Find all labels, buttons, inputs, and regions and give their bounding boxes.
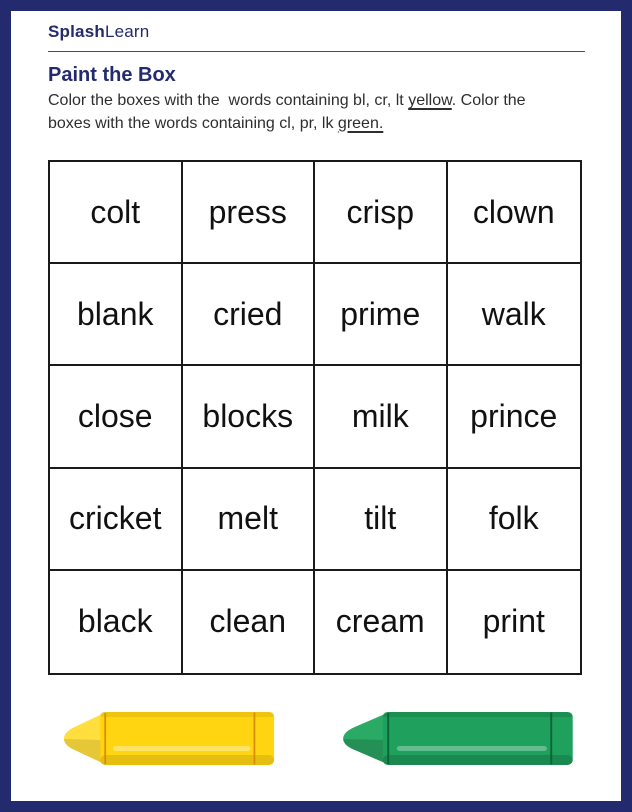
green-crayon-shape xyxy=(343,712,573,765)
instruction-keyword: green. xyxy=(337,114,384,132)
grid-word: tilt xyxy=(364,500,397,537)
grid-word: cream xyxy=(335,603,425,640)
grid-word: folk xyxy=(488,500,539,537)
crayon-highlight xyxy=(113,746,250,751)
crayon-body-topshade xyxy=(100,712,274,717)
grid-cell-blocks[interactable] xyxy=(183,366,316,468)
grid-word: press xyxy=(208,193,287,230)
grid-word: walk xyxy=(481,295,546,332)
grid-word: milk xyxy=(351,397,409,434)
grid-cell-black[interactable] xyxy=(50,571,183,673)
grid-word: black xyxy=(77,603,153,640)
page-title: Paint the Box xyxy=(48,64,176,86)
instruction-keyword: yellow xyxy=(408,92,452,109)
grid-cell-press[interactable] xyxy=(183,162,316,264)
yellow-crayon-shape xyxy=(64,712,274,765)
grid-cell-milk[interactable] xyxy=(315,366,448,468)
grid-word: crisp xyxy=(346,193,415,230)
grid-cell-cream[interactable] xyxy=(315,571,448,673)
grid-word: close xyxy=(77,397,153,434)
instruction-text: Color the boxes with the words containing bl, cr, lt xyxy=(48,92,409,109)
grid-word: colt xyxy=(90,193,141,230)
crayon-tip-shade xyxy=(64,739,102,763)
logo-text-splash: Splash xyxy=(48,22,105,41)
grid-cell-close[interactable] xyxy=(50,366,183,468)
crayon-body-topshade xyxy=(383,712,573,717)
grid-cell-cricket[interactable] xyxy=(50,469,183,571)
grid-cell-colt[interactable] xyxy=(50,162,183,264)
grid-word: cried xyxy=(213,295,283,332)
crayon-highlight xyxy=(397,746,547,751)
crayon-body-shade xyxy=(100,755,274,765)
grid-word: print xyxy=(482,603,545,640)
grid-cell-clown[interactable] xyxy=(448,162,581,264)
grid-cell-clean[interactable] xyxy=(183,571,316,673)
grid-word: blocks xyxy=(202,397,294,434)
grid-cell-tilt[interactable] xyxy=(315,469,448,571)
grid-word: clown xyxy=(472,193,555,230)
crayon-body-shade xyxy=(383,755,573,765)
yellow-crayon[interactable] xyxy=(62,710,278,767)
grid-word: prime xyxy=(340,295,421,332)
word-grid xyxy=(48,160,582,675)
grid-word: melt xyxy=(217,500,278,537)
grid-cell-prime[interactable] xyxy=(315,264,448,366)
grid-word: clean xyxy=(209,603,286,640)
grid-word: cricket xyxy=(69,500,162,537)
instruction-text: . Color the boxes with the words containing cl, pr, lk xyxy=(48,92,531,132)
grid-cell-print[interactable] xyxy=(448,571,581,673)
grid-cell-prince[interactable] xyxy=(448,366,581,468)
grid-cell-blank[interactable] xyxy=(50,264,183,366)
grid-word: prince xyxy=(470,397,558,434)
splashlearn-logo xyxy=(48,22,149,42)
grid-word: blank xyxy=(77,295,154,332)
grid-cell-walk[interactable] xyxy=(448,264,581,366)
green-crayon[interactable] xyxy=(341,710,577,767)
instructions xyxy=(48,90,565,135)
crayon-tip-shade xyxy=(343,739,385,763)
grid-cell-crisp[interactable] xyxy=(315,162,448,264)
logo-text-learn: Learn xyxy=(104,22,150,41)
grid-cell-folk[interactable] xyxy=(448,469,581,571)
header-divider xyxy=(48,51,585,52)
grid-cell-cried[interactable] xyxy=(183,264,316,366)
grid-cell-melt[interactable] xyxy=(183,469,316,571)
